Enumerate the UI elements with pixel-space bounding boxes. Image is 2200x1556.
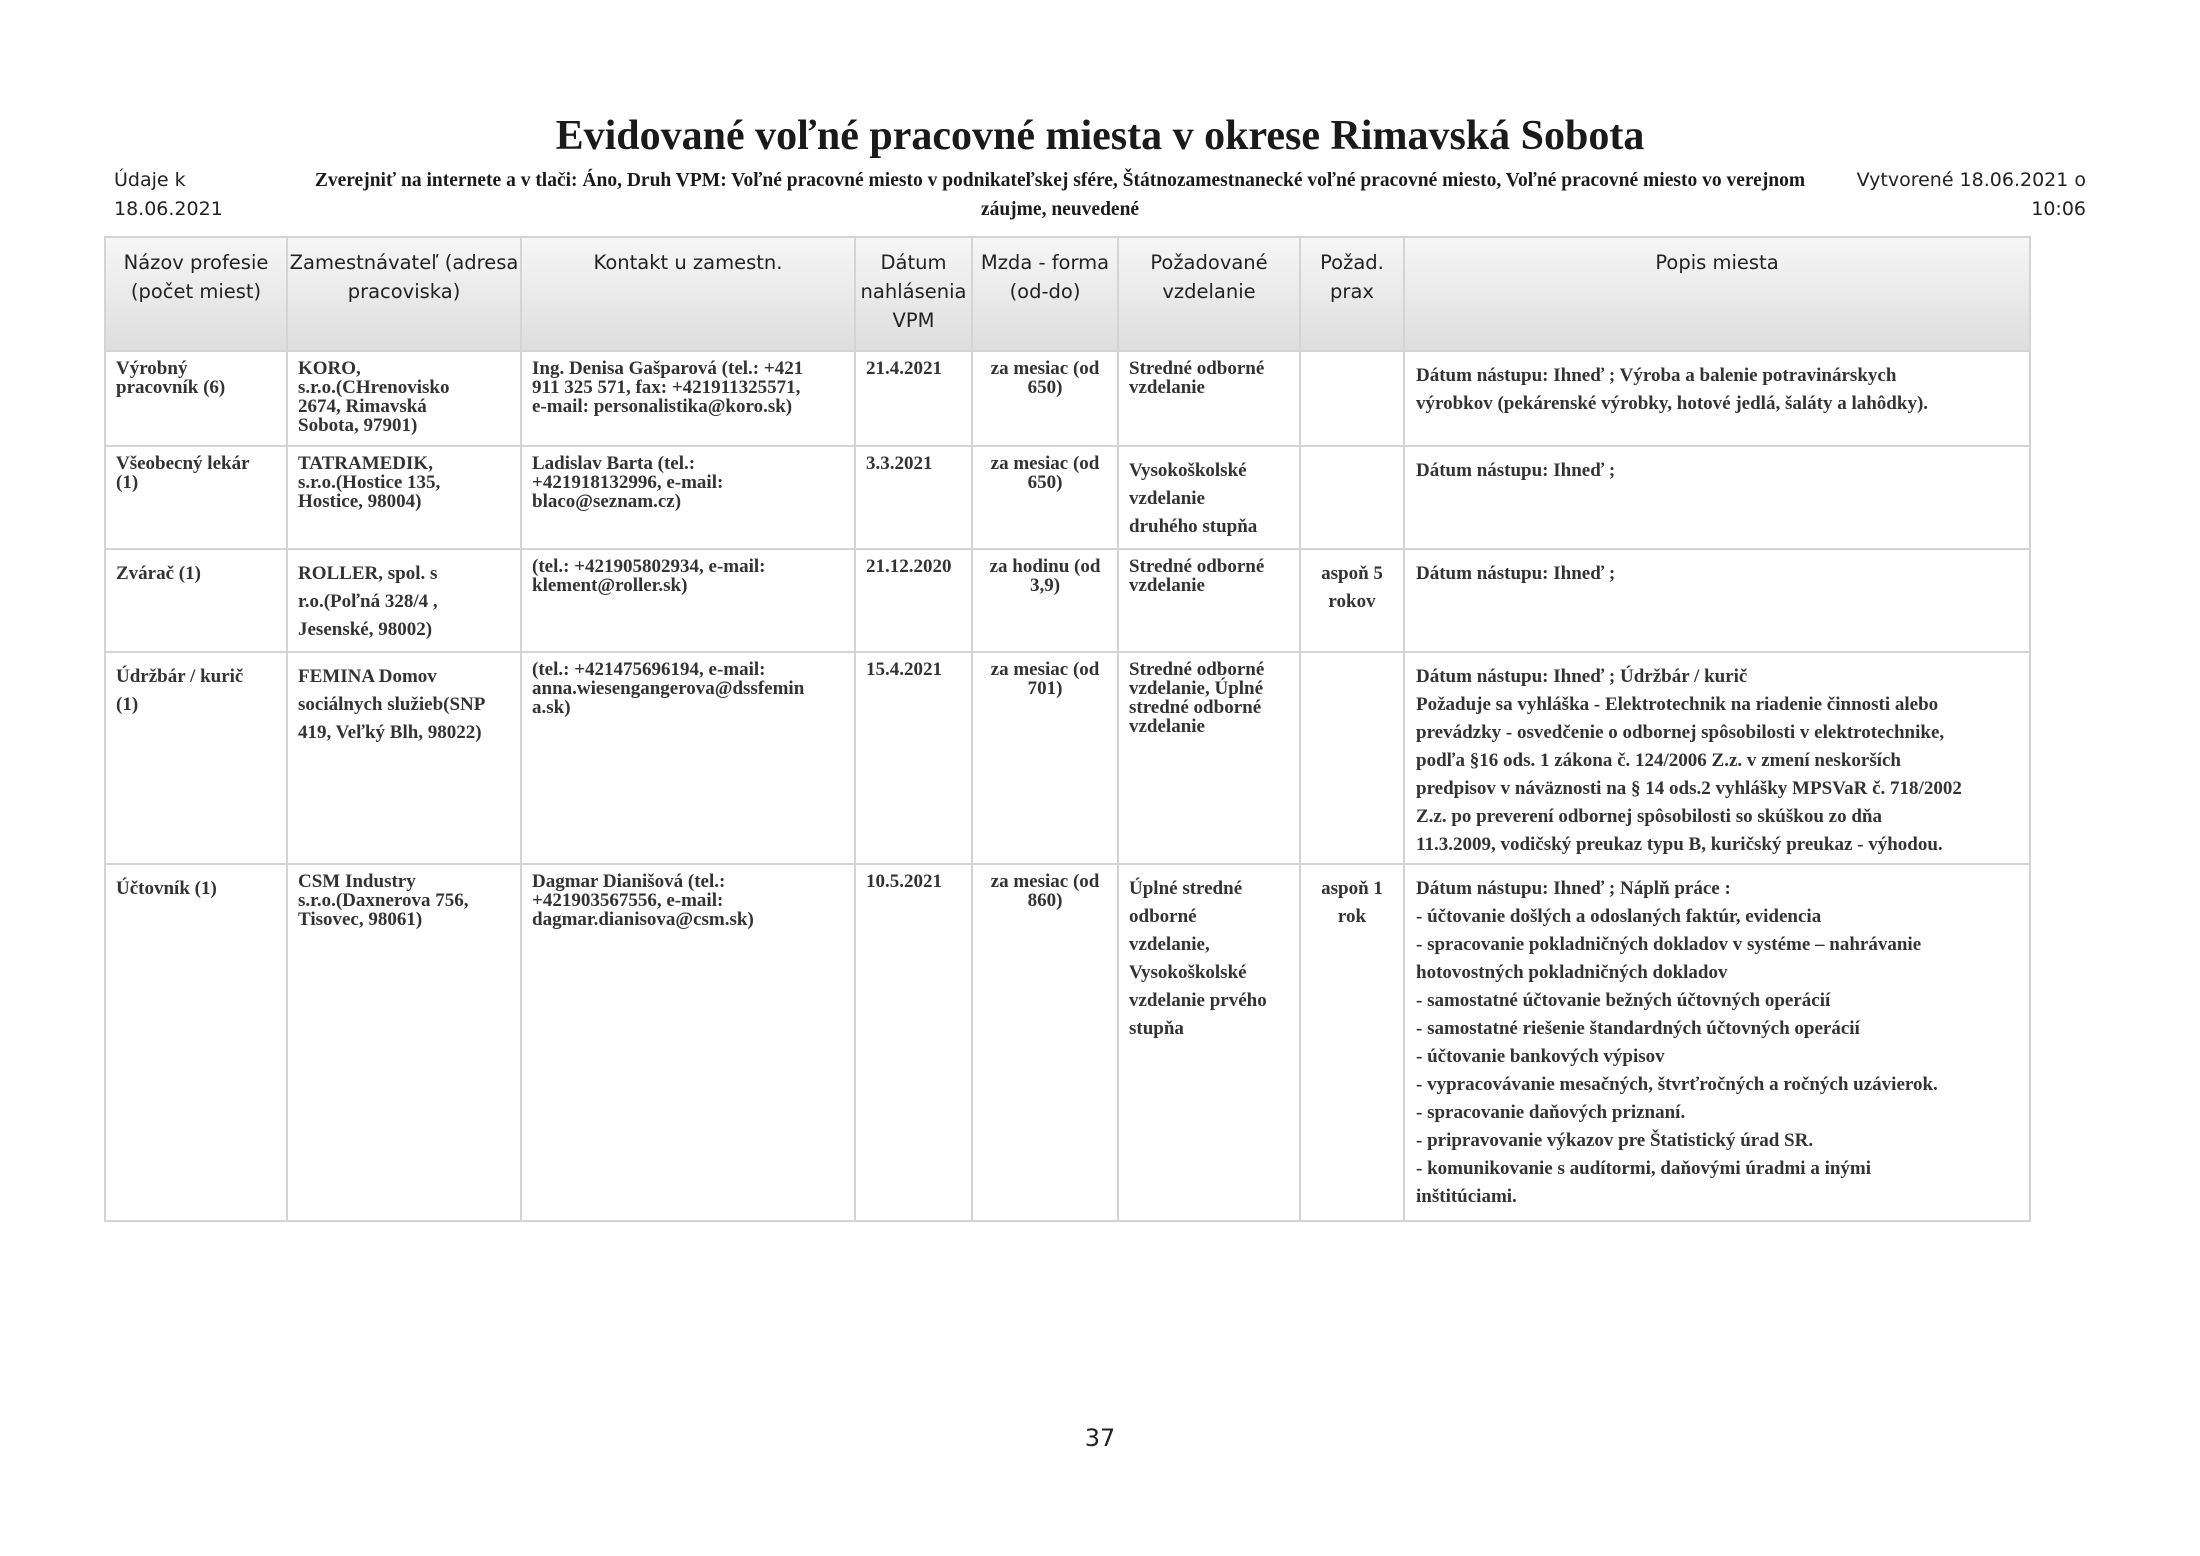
- cell-date: 21.12.2020: [855, 549, 972, 652]
- cell-date: 10.5.2021: [855, 864, 972, 1221]
- data-date-label: [114, 166, 223, 224]
- cell-employer: ROLLER, spol. s r.o.(Poľná 328/4 , Jesenské, 98002): [287, 549, 521, 652]
- cell-employer: CSM Industry s.r.o.(Daxnerova 756, Tisovec, 98061): [287, 864, 521, 1221]
- table-row: [105, 549, 2030, 652]
- col-header-employer: Zamestnávateľ (adresa pracoviska): [287, 237, 521, 351]
- cell-description: Dátum nástupu: Ihneď ; Údržbár / kurič Požaduje sa vyhláška - Elektrotechnik na riadenie činnosti alebo prevádzky - osvedčenie o odbornej spôsobilosti v elektrotechnike, podľa §16 ods. 1 zákona č. 124/2006 Z.z. v zmení neskorších predpisov v náväznosti na § 14 ods.2 vyhlášky MPSVaR č. 718/2002 Z.z. po preverení odbornej spôsobilosti so skúškou zo dňa 11.3.2009, vodičský preukaz typu B, kuričský preukaz - výhodou.: [1404, 652, 2030, 864]
- col-header-date: Dátum nahlásenia VPM: [855, 237, 972, 351]
- page-title: Evidované voľné pracovné miesta v okrese Rimavská Sobota: [555, 113, 1645, 159]
- cell-date: 21.4.2021: [855, 351, 972, 446]
- cell-profession: Účtovník (1): [105, 864, 287, 1221]
- cell-education: Úplné stredné odborné vzdelanie, Vysokoškolské vzdelanie prvého stupňa: [1118, 864, 1300, 1221]
- cell-education: Stredné odborné vzdelanie: [1118, 549, 1300, 652]
- col-header-profession: Názov profesie (počet miest): [105, 237, 287, 351]
- cell-profession: Všeobecný lekár (1): [105, 446, 287, 549]
- created-timestamp: [1857, 166, 2086, 224]
- data-date-caption: Údaje k: [114, 169, 186, 191]
- cell-practice: aspoň 5 rokov: [1300, 549, 1404, 652]
- publication-filter-text: [260, 166, 1860, 224]
- cell-description: Dátum nástupu: Ihneď ;: [1404, 549, 2030, 652]
- filter-line-2: záujme, neuvedené: [980, 199, 1140, 220]
- col-header-education: Požadované vzdelanie: [1118, 237, 1300, 351]
- cell-contact: Ing. Denisa Gašparová (tel.: +421 911 325 571, fax: +421911325571, e-mail: personalistika@koro.sk): [521, 351, 855, 446]
- cell-practice: [1300, 351, 1404, 446]
- cell-practice: aspoň 1 rok: [1300, 864, 1404, 1221]
- cell-wage: za mesiac (od 650): [972, 351, 1118, 446]
- cell-education: Stredné odborné vzdelanie: [1118, 351, 1300, 446]
- col-header-description: Popis miesta: [1404, 237, 2030, 351]
- table-row: [105, 446, 2030, 549]
- cell-profession: Údržbár / kurič (1): [105, 652, 287, 864]
- cell-contact: Dagmar Dianišová (tel.: +421903567556, e-mail: dagmar.dianisova@csm.sk): [521, 864, 855, 1221]
- cell-wage: za hodinu (od 3,9): [972, 549, 1118, 652]
- cell-employer: TATRAMEDIK, s.r.o.(Hostice 135, Hostice, 98004): [287, 446, 521, 549]
- col-header-practice: Požad. prax: [1300, 237, 1404, 351]
- vacancies-table: [104, 236, 2031, 1222]
- cell-description: Dátum nástupu: Ihneď ;: [1404, 446, 2030, 549]
- cell-date: 15.4.2021: [855, 652, 972, 864]
- cell-employer: FEMINA Domov sociálnych služieb(SNP 419, Veľký Blh, 98022): [287, 652, 521, 864]
- cell-wage: za mesiac (od 650): [972, 446, 1118, 549]
- created-time: 10:06: [2031, 198, 2086, 220]
- cell-employer: KORO, s.r.o.(CHrenovisko 2674, Rimavská Sobota, 97901): [287, 351, 521, 446]
- cell-contact: Ladislav Barta (tel.: +421918132996, e-mail: blaco@seznam.cz): [521, 446, 855, 549]
- cell-contact: (tel.: +421905802934, e-mail: klement@roller.sk): [521, 549, 855, 652]
- col-header-contact: Kontakt u zamestn.: [521, 237, 855, 351]
- cell-education: Vysokoškolské vzdelanie druhého stupňa: [1118, 446, 1300, 549]
- data-date-value: 18.06.2021: [114, 198, 223, 220]
- cell-profession: Výrobný pracovník (6): [105, 351, 287, 446]
- filter-line-1: Zverejniť na internete a v tlači: Áno, Druh VPM: Voľné pracovné miesto v podnikateľskej sfére, Štátnozamestnanecké voľné pracovné miesto, Voľné pracovné miesto vo verejnom: [314, 170, 1806, 191]
- cell-practice: [1300, 652, 1404, 864]
- cell-description: Dátum nástupu: Ihneď ; Náplň práce : - účtovanie došlých a odoslaných faktúr, evidencia - spracovanie pokladničných dokladov v systéme – nahrávanie hotovostných pokladničných dokladov - samostatné účtovanie bežných účtovných operácií - samostatné riešenie štandardných účtovných operácií - účtovanie bankových výpisov - vypracovávanie mesačných, štvrťročných a ročných uzávierok. - spracovanie daňových priznaní. - pripravovanie výkazov pre Štatistický úrad SR. - komunikovanie s audítormi, daňovými úradmi a inými inštitúciami.: [1404, 864, 2030, 1221]
- table-row: [105, 652, 2030, 864]
- created-date: Vytvorené 18.06.2021 o: [1856, 169, 2086, 191]
- table-row: [105, 351, 2030, 446]
- cell-date: 3.3.2021: [855, 446, 972, 549]
- cell-education: Stredné odborné vzdelanie, Úplné stredné odborné vzdelanie: [1118, 652, 1300, 864]
- cell-profession: Zvárač (1): [105, 549, 287, 652]
- cell-description: Dátum nástupu: Ihneď ; Výroba a balenie potravinárskych výrobkov (pekárenské výrobky, hotové jedlá, šaláty a lahôdky).: [1404, 351, 2030, 446]
- cell-wage: za mesiac (od 860): [972, 864, 1118, 1221]
- col-header-wage: Mzda - forma (od-do): [972, 237, 1118, 351]
- page-number: 37: [1084, 1424, 1116, 1452]
- cell-wage: za mesiac (od 701): [972, 652, 1118, 864]
- cell-contact: (tel.: +421475696194, e-mail: anna.wiesengangerova@dssfemin a.sk): [521, 652, 855, 864]
- table-row: [105, 864, 2030, 1221]
- cell-practice: [1300, 446, 1404, 549]
- table-header-row: [105, 237, 2030, 351]
